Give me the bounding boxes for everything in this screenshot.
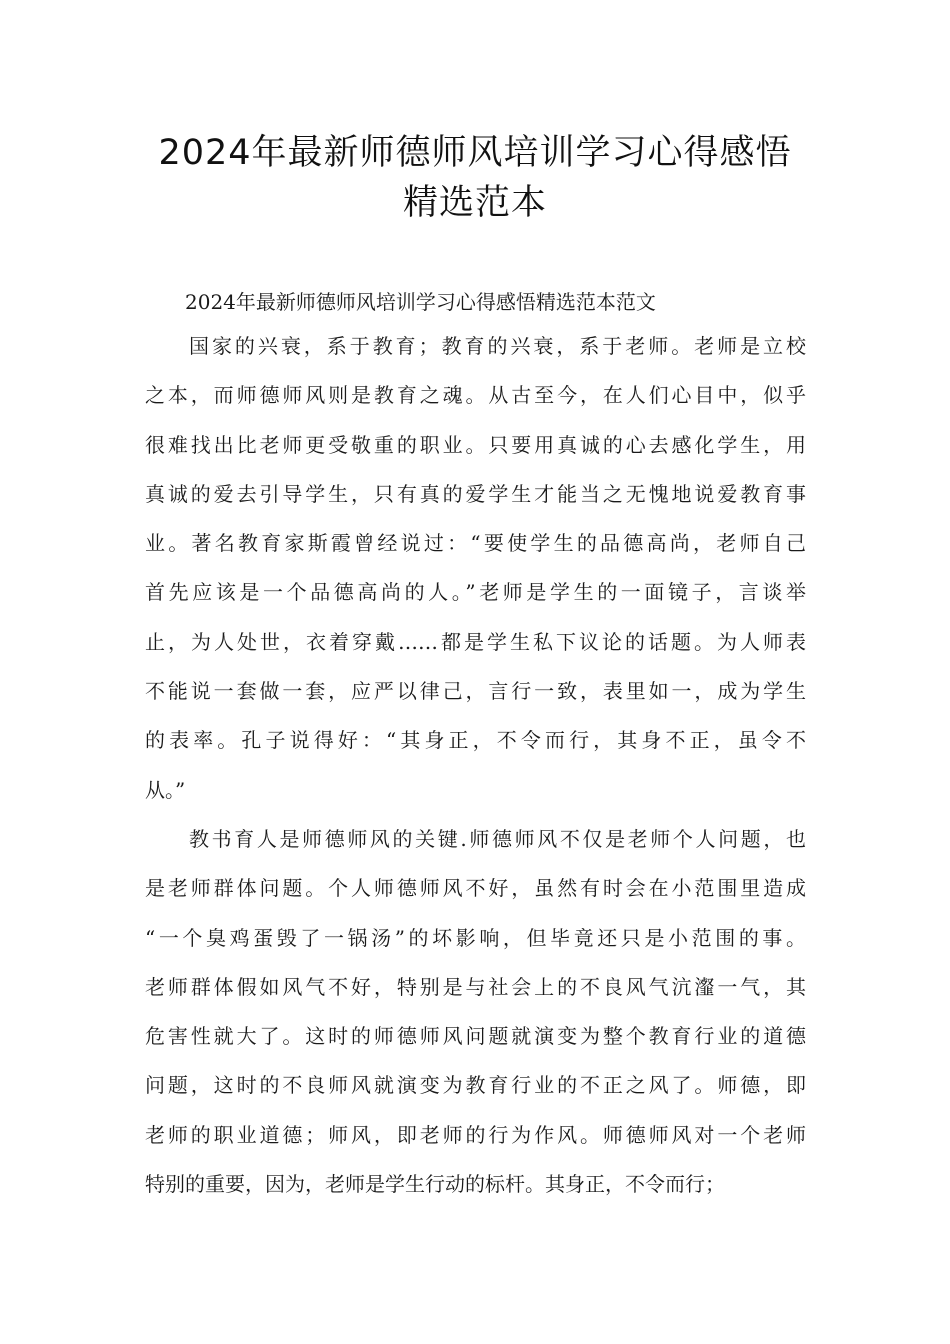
- paragraph-line: 首先应该是一个品德高尚的人。”老师是学生的一面镜子，言谈举: [145, 580, 806, 605]
- title-line-1: 2024年最新师德师风培训学习心得感悟: [158, 133, 792, 173]
- document-subtitle: 2024年最新师德师风培训学习心得感悟精选范本范文: [185, 290, 656, 314]
- paragraph-line: “一个臭鸡蛋毁了一锅汤”的坏影响，但毕竟还只是小范围的事。: [145, 925, 806, 950]
- paragraph-line: 的表率。孔子说得好：“其身正，不令而行，其身不正，虽令不: [145, 728, 806, 753]
- paragraph-line: 老师群体假如风气不好，特别是与社会上的不良风气沆瀣一气，其: [145, 974, 806, 999]
- paragraph-line: 老师的职业道德；师风，即老师的行为作风。师德师风对一个老师: [145, 1122, 806, 1147]
- paragraph-line: 教书育人是师德师风的关键.师德师风不仅是老师个人问题，也: [189, 826, 806, 851]
- paragraph-2: [145, 815, 806, 1209]
- paragraph-line: 特别的重要，因为，老师是学生行动的标杆。其身正，不令而行；: [145, 1172, 725, 1197]
- paragraph-line: 从。”: [145, 777, 186, 802]
- document-body: [145, 282, 806, 1209]
- document-title: [120, 128, 830, 228]
- paragraph-line: 止，为人处世，衣着穿戴……都是学生私下议论的话题。为人师表: [145, 629, 806, 654]
- paragraph-line: 真诚的爱去引导学生，只有真的爱学生才能当之无愧地说爱教育事: [145, 481, 806, 506]
- title-line-2: 精选范本: [402, 183, 547, 223]
- paragraph-line: 问题，这时的不良师风就演变为教育行业的不正之风了。师德，即: [145, 1073, 806, 1098]
- paragraph-line: 之本，而师德师风则是教育之魂。从古至今，在人们心目中，似乎: [145, 383, 806, 408]
- paragraph-line: 很难找出比老师更受敬重的职业。只要用真诚的心去感化学生，用: [145, 432, 806, 457]
- paragraph-1: [145, 322, 806, 815]
- paragraph-line: 是老师群体问题。个人师德师风不好，虽然有时会在小范围里造成: [145, 876, 806, 901]
- paragraph-line: 危害性就大了。这时的师德师风问题就演变为整个教育行业的道德: [145, 1024, 806, 1049]
- paragraph-line: 业。著名教育家斯霞曾经说过：“要使学生的品德高尚，老师自己: [145, 531, 806, 556]
- paragraph-line: 国家的兴衰，系于教育；教育的兴衰，系于老师。老师是立校: [189, 334, 806, 358]
- paragraph-line: 不能说一套做一套，应严以律己，言行一致，表里如一，成为学生: [145, 679, 806, 704]
